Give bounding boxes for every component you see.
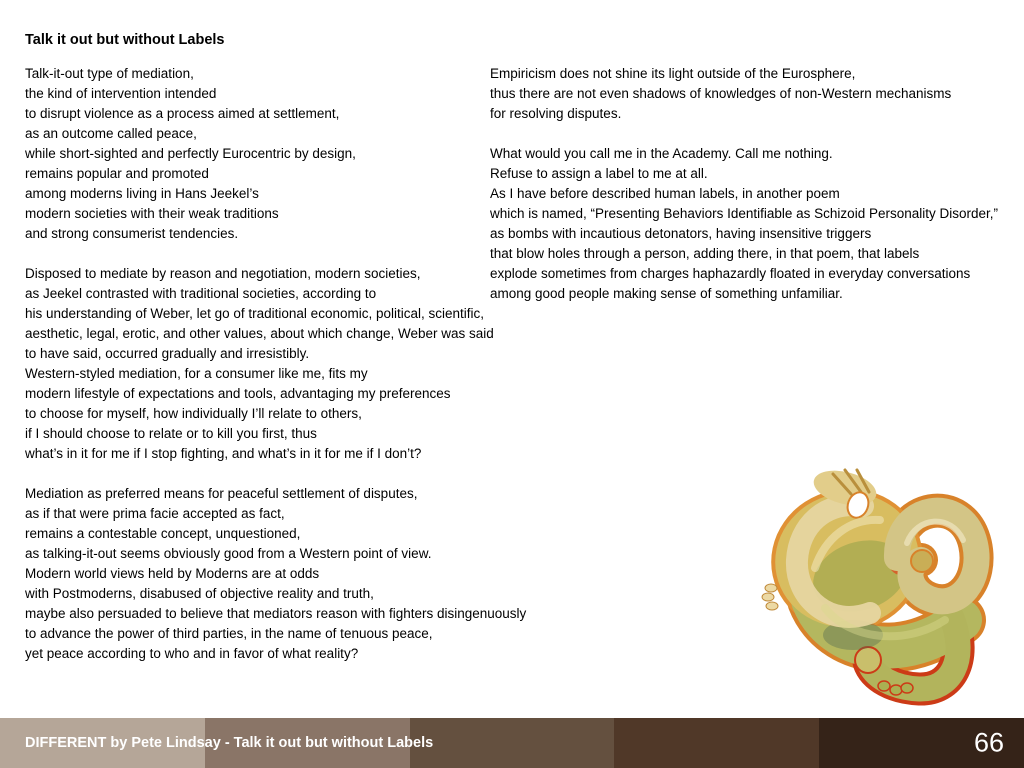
poem-line: Mediation as preferred means for peaceful settlement of disputes,: [25, 486, 418, 501]
poem-line: Empiricism does not shine its light outside of the Eurosphere,: [490, 66, 856, 81]
poem-line: as an outcome called peace,: [25, 126, 197, 141]
poem-line: with Postmoderns, disabused of objective reality and truth,: [25, 586, 374, 601]
poem-line: the kind of intervention intended: [25, 86, 217, 101]
curled-figure-artwork: [755, 448, 1017, 714]
poem-line: maybe also persuaded to believe that mediators reason with fighters disingenuously: [25, 606, 527, 621]
poem-line: his understanding of Weber, let go of traditional economic, political, scientific,: [25, 306, 484, 321]
poem-line: as talking-it-out seems obviously good from a Western point of view.: [25, 546, 432, 561]
poem-line: as if that were prima facie accepted as fact,: [25, 506, 285, 521]
page-title: Talk it out but without Labels: [25, 32, 225, 48]
poem-line: Western-styled mediation, for a consumer like me, fits my: [25, 366, 368, 381]
poem-line: to choose for myself, how individually I’ll relate to others,: [25, 406, 362, 421]
poem-stanza: [25, 64, 526, 244]
poem-line: What would you call me in the Academy. Call me nothing.: [490, 146, 833, 161]
poem-line: As I have before described human labels, in another poem: [490, 186, 840, 201]
poem-line: Modern world views held by Moderns are at odds: [25, 566, 320, 581]
poem-line: what’s in it for me if I stop fighting, and what’s in it for me if I don’t?: [25, 446, 422, 461]
poem-line: which is named, “Presenting Behaviors Identifiable as Schizoid Personality Disorder,”: [490, 206, 998, 221]
poem-line: modern societies with their weak traditions: [25, 206, 279, 221]
poem-left-column: [25, 64, 526, 684]
poem-line: if I should choose to relate or to kill you first, thus: [25, 426, 317, 441]
poem-line: among moderns living in Hans Jeekel’s: [25, 186, 259, 201]
poem-line: modern lifestyle of expectations and tools, advantaging my preferences: [25, 386, 451, 401]
poem-line: explode sometimes from charges haphazardly floated in everyday conversations: [490, 266, 971, 281]
footer-color-segment: [410, 718, 615, 768]
poem-line: and strong consumerist tendencies.: [25, 226, 239, 241]
poem-right-column: [490, 64, 998, 324]
poem-stanza: [25, 484, 526, 664]
poem-line: aesthetic, legal, erotic, and other values, about which change, Weber was said: [25, 326, 494, 341]
poem-line: Disposed to mediate by reason and negotiation, modern societies,: [25, 266, 421, 281]
poem-line: to disrupt violence as a process aimed at settlement,: [25, 106, 340, 121]
poem-stanza: [490, 64, 998, 124]
footer-caption: DIFFERENT by Pete Lindsay - Talk it out but without Labels: [25, 735, 434, 751]
poem-line: while short-sighted and perfectly Eurocentric by design,: [25, 146, 356, 161]
page-number: 66: [973, 727, 1004, 758]
poem-line: remains a contestable concept, unquestioned,: [25, 526, 301, 541]
poem-line: thus there are not even shadows of knowledges of non-Western mechanisms: [490, 86, 952, 101]
poem-line: to advance the power of third parties, in the name of tenuous peace,: [25, 626, 433, 641]
footer-bar: [0, 718, 1024, 768]
poem-line: for resolving disputes.: [490, 106, 622, 121]
poem-line: yet peace according to who and in favor of what reality?: [25, 646, 359, 661]
footer-color-segment: [614, 718, 819, 768]
poem-line: Talk-it-out type of mediation,: [25, 66, 194, 81]
poem-stanza: [490, 144, 998, 304]
poem-line: Refuse to assign a label to me at all.: [490, 166, 708, 181]
poem-line: as bombs with incautious detonators, having insensitive triggers: [490, 226, 872, 241]
poem-line: as Jeekel contrasted with traditional societies, according to: [25, 286, 377, 301]
poem-line: that blow holes through a person, adding there, in that poem, that labels: [490, 246, 920, 261]
poem-stanza: [25, 264, 526, 464]
poem-line: remains popular and promoted: [25, 166, 209, 181]
poem-line: among good people making sense of something unfamiliar.: [490, 286, 843, 301]
poem-line: to have said, occurred gradually and irresistibly.: [25, 346, 310, 361]
